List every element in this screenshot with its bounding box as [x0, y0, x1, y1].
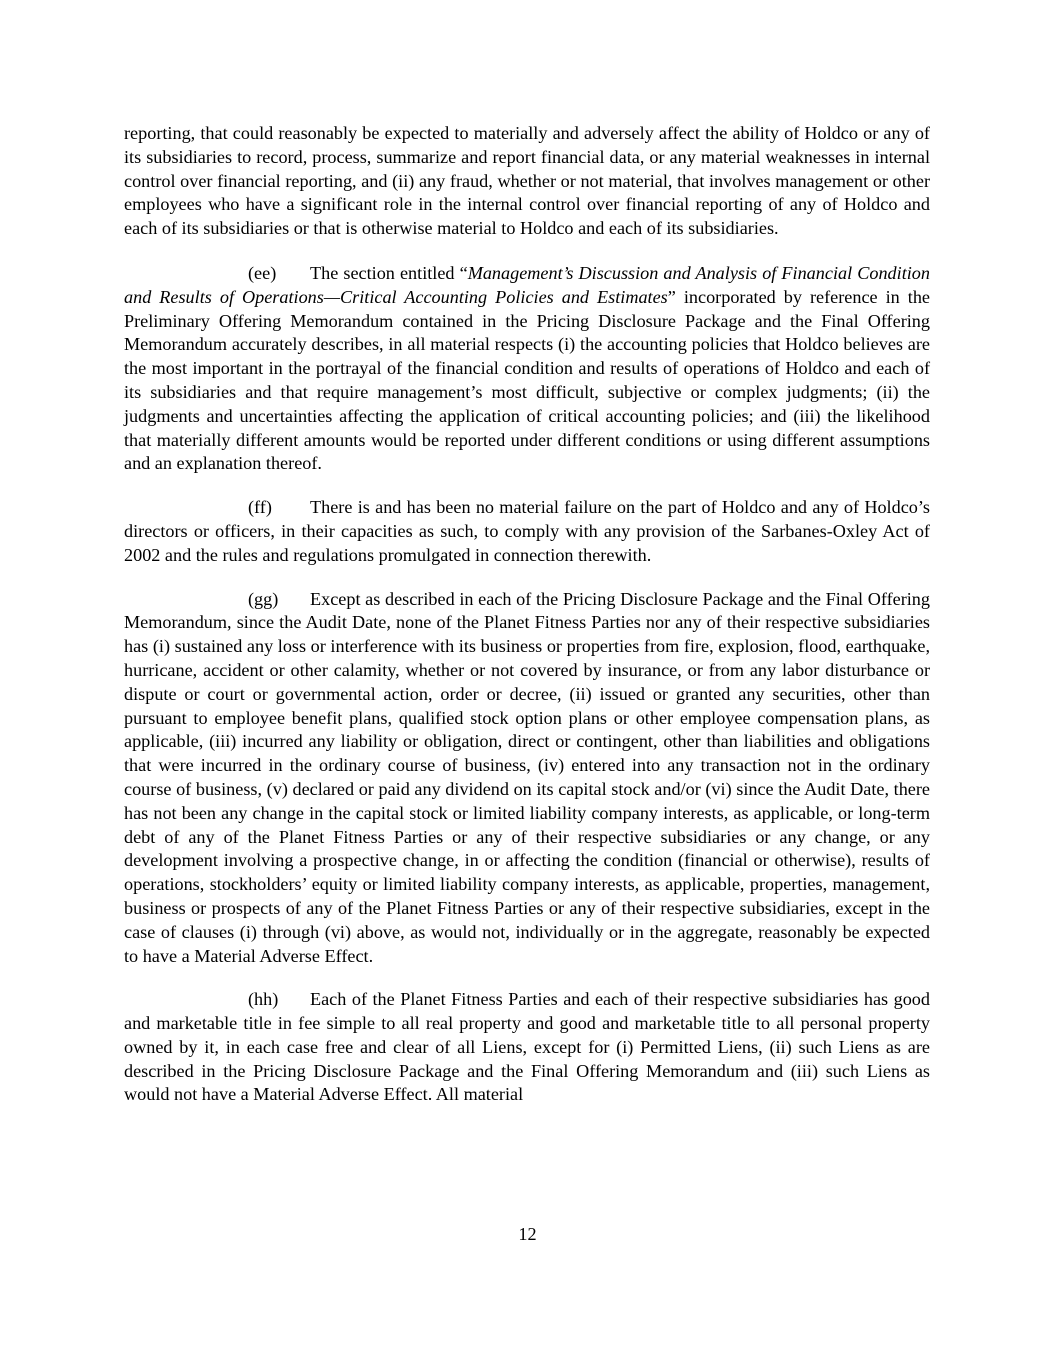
- paragraph-label: (ee): [248, 262, 277, 283]
- paragraph-text: Each of the Planet Fitness Parties and each of their respective subsidiaries has good and marketable title in fee simple to all real property and good and marketable title to all personal property owned by it, in each case free and clear of all Liens, except for (i) Permitted Liens, (ii) such Liens as are described in the Pricing Disclosure Package and the Final Offering Memorandum and (iii) such Liens as would not have a Material Adverse Effect. All material: [124, 989, 930, 1105]
- paragraph-label: (hh): [248, 989, 279, 1010]
- paragraph-text: Except as described in each of the Pricing Disclosure Package and the Final Offering Memorandum, since the Audit Date, none of the Planet Fitness Parties nor any of their respective subsidiaries has (i) sustained any loss or interference with its business or properties from fire, explosion, flood, earthquake, hurricane, accident or other calamity, whether or not covered by insurance, or from any labor disturbance or dispute or court or governmental action, order or decree, (ii) issued or granted any securities, other than pursuant to employee benefit plans, qualified stock option plans or other employee compensation plans, as applicable, (iii) incurred any liability or obligation, direct or contingent, other than liabilities and obligations that were incurred in the ordinary course of business, (iv) entered into any transaction not in the ordinary course of business, (v) declared or paid any dividend on its capital stock and/or (vi) since the Audit Date, there has not been any change in the capital stock or limited liability company interests, as applicable, or long-term debt of any of the Planet Fitness Parties or any of their respective subsidiaries or any change, or any development involving a prospective change, in or affecting the condition (financial or otherwise), results of operations, stockholders’ equity or limited liability company interests, as applicable, properties, management, business or prospects of any of the Planet Fitness Parties or any of their respective subsidiaries, except in the case of clauses (i) through (vi) above, as would not, individually or in the aggregate, reasonably be expected to have a Material Adverse Effect.: [124, 588, 930, 966]
- paragraph-text-after: ” incorporated by reference in the Preliminary Offering Memorandum contained in the Pricing Disclosure Package and the Final Offering Memorandum accurately describes, in all material respects (i) the accounting policies that Holdco believes are the most important in the portrayal of the financial condition and results of operations of Holdco and each of its subsidiaries and that require management’s most difficult, subjective or complex judgments; (ii) the judgments and uncertainties affecting the application of critical accounting policies; and (iii) the likelihood that materially different amounts would be reported under different conditions or using different assumptions and an explanation thereof.: [124, 286, 930, 474]
- page-number: 12: [518, 1224, 537, 1244]
- paragraph-ee: [124, 262, 930, 476]
- paragraph-continuation: [124, 122, 930, 241]
- paragraph-label: (gg): [248, 588, 279, 609]
- paragraph-ff: [124, 496, 930, 567]
- paragraph-text: The section entitled “: [310, 262, 468, 283]
- paragraph-text: There is and has been no material failure on the part of Holdco and any of Holdco’s directors or officers, in their capacities as such, to comply with any provision of the Sarbanes-Oxley Act of 2002 and the rules and regulations promulgated in connection therewith.: [124, 497, 930, 565]
- paragraph-label: (ff): [248, 497, 272, 518]
- paragraph-text: reporting, that could reasonably be expected to materially and adversely affect the ability of Holdco or any of its subsidiaries to record, process, summarize and report financial data, or any material weaknesses in internal control over financial reporting, and (ii) any fraud, whether or not material, that involves management or other employees who have a significant role in the internal control over financial reporting of any of Holdco and each of its subsidiaries or that is otherwise material to Holdco and each of its subsidiaries.: [124, 123, 930, 239]
- document-body: [124, 122, 930, 1127]
- paragraph-gg: [124, 588, 930, 969]
- paragraph-hh: [124, 988, 930, 1107]
- italic-section-title: Management’s Discussion and Analysis of Financial Condition and Results of Operations—Critical Accounting Policies and Estimates: [124, 262, 930, 307]
